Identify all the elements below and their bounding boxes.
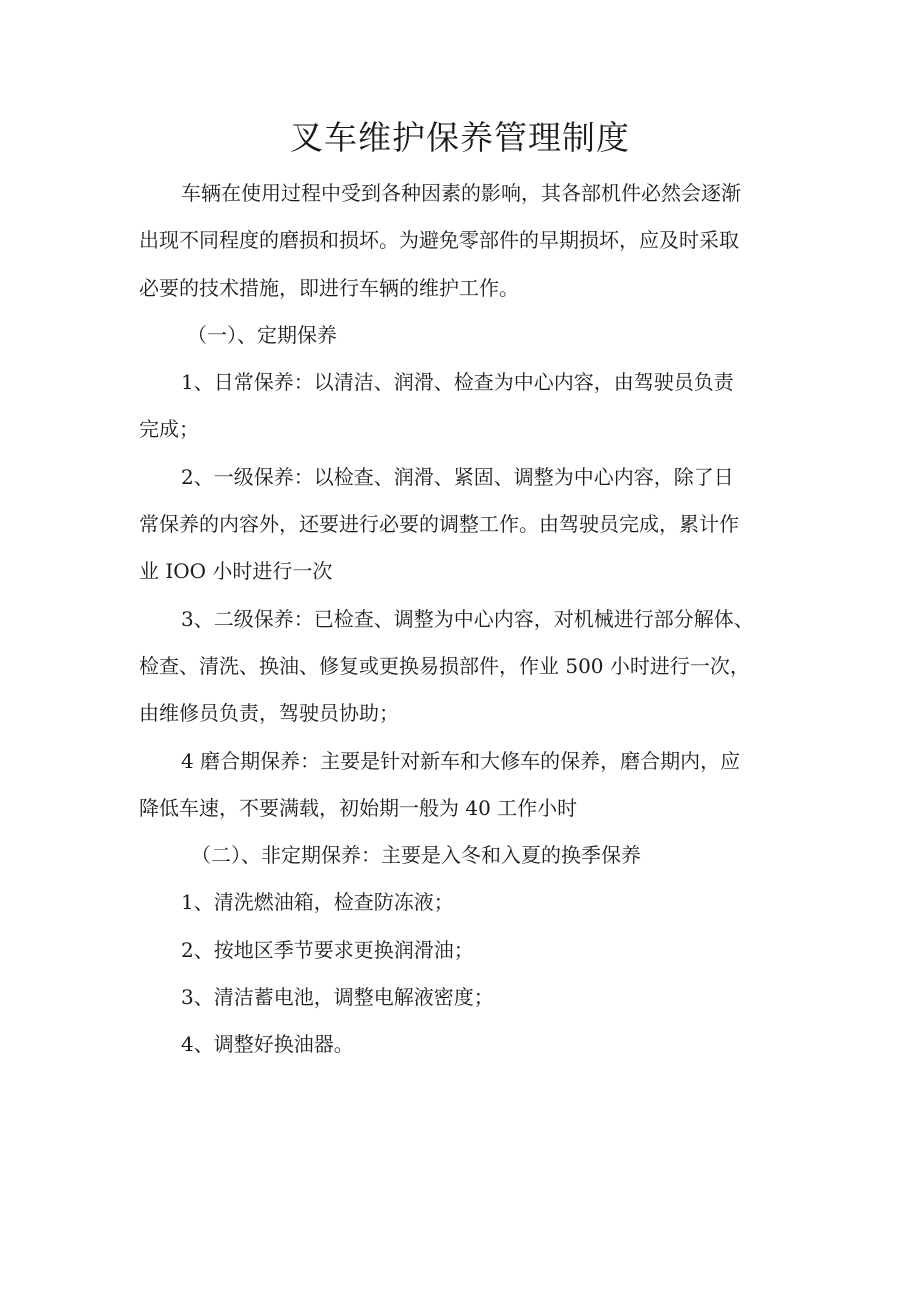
- text-line: 2、按地区季节要求更换润滑油；: [181, 937, 474, 962]
- text-line: 4 磨合期保养：主要是针对新车和大修车的保养，磨合期内，应: [181, 748, 741, 773]
- text-line: 1、清洗燃油箱，检查防冻液；: [181, 890, 454, 915]
- text-line: 1、日常保养：以清洁、润滑、检查为中心内容，由驾驶员负责: [181, 370, 734, 395]
- list-item-seasonal-3: [139, 974, 789, 1021]
- text-line: 常保养的内容外，还要进行必要的调整工作。由驾驶员完成，累计作: [139, 512, 739, 537]
- list-item-level-two-maintenance: [139, 596, 789, 738]
- text-line: 由维修员负责，驾驶员协助；: [139, 701, 399, 726]
- text-line: 降低车速，不要满载，初始期一般为 40 工作小时: [139, 795, 578, 820]
- text-line: 车辆在使用过程中受到各种因素的影响，其各部机件必然会逐渐: [181, 181, 741, 205]
- list-item-seasonal-1: [139, 879, 789, 926]
- list-item-break-in-maintenance: [139, 738, 789, 833]
- document-title: 叉车维护保养管理制度: [290, 118, 630, 157]
- text-line: 2、一级保养：以检查、润滑、紧固、调整为中心内容，除了日: [181, 464, 734, 489]
- text-line: 业 IOO 小时进行一次: [139, 559, 333, 584]
- section-heading: （一）、定期保养: [187, 322, 337, 347]
- section-heading-periodic: [139, 312, 789, 359]
- list-item-seasonal-4: [139, 1021, 789, 1068]
- text-line: 3、清洁蓄电池，调整电解液密度；: [181, 985, 494, 1010]
- text-line: 必要的技术措施，即进行车辆的维护工作。: [139, 275, 519, 300]
- text-line: 出现不同程度的磨损和损坏。为避免零部件的早期损坏，应及时采取: [139, 228, 739, 253]
- list-item-level-one-maintenance: [139, 454, 789, 596]
- text-line: 4、调整好换油器。: [181, 1032, 354, 1057]
- text-line: 3、二级保养：已检查、调整为中心内容，对机械进行部分解体、: [181, 606, 754, 631]
- text-line: 检查、清洗、换油、修复或更换易损部件，作业 500 小时进行一次，: [139, 653, 750, 678]
- document-body: [139, 170, 789, 1069]
- intro-paragraph: [139, 170, 789, 312]
- section-heading-non-periodic: [139, 832, 789, 879]
- list-item-seasonal-2: [139, 927, 789, 974]
- section-heading: （二）、非定期保养：主要是入冬和入夏的换季保养: [191, 843, 641, 868]
- list-item-daily-maintenance: [139, 359, 789, 454]
- text-line: 完成；: [139, 417, 199, 442]
